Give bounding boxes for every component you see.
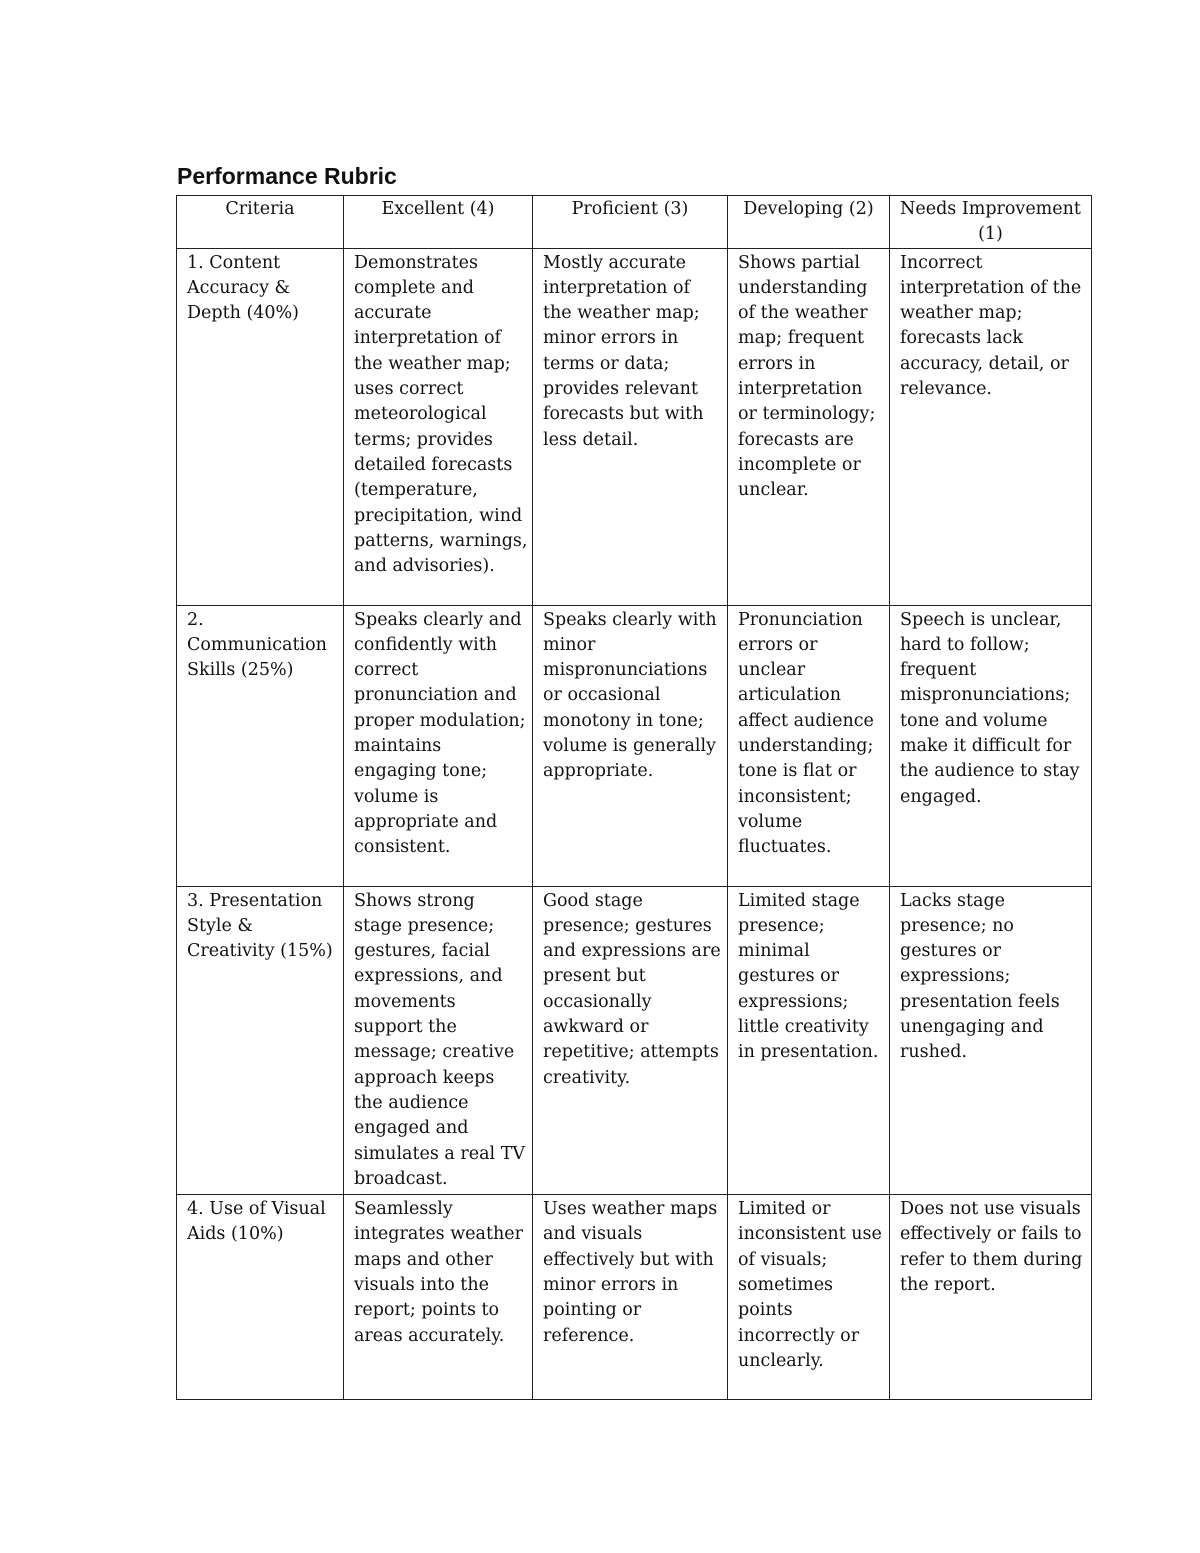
excellent-cell: Demonstrates complete and accurate interpretation of the weather map; uses correct meteorological terms; provides detailed forecasts (temperature, precipitation, wind patterns, warnings, and advisories). (344, 248, 533, 605)
criteria-cell: 4. Use of Visual Aids (10%) (177, 1195, 344, 1400)
table-row (177, 886, 1092, 1195)
needs-improvement-cell: Lacks stage presence; no gestures or expressions; presentation feels unengaging and rushed. (890, 886, 1092, 1195)
header-criteria: Criteria (177, 196, 344, 249)
page-title: Performance Rubric (177, 163, 397, 189)
developing-cell: Limited stage presence; minimal gestures or expressions; little creativity in presentation. (728, 886, 890, 1195)
proficient-cell: Uses weather maps and visuals effectively but with minor errors in pointing or reference. (533, 1195, 728, 1400)
needs-improvement-cell: Does not use visuals effectively or fails to refer to them during the report. (890, 1195, 1092, 1400)
header-excellent: Excellent (4) (344, 196, 533, 249)
proficient-cell: Good stage presence; gestures and expressions are present but occasionally awkward or repetitive; attempts creativity. (533, 886, 728, 1195)
header-proficient: Proficient (3) (533, 196, 728, 249)
header-row (177, 196, 1092, 249)
excellent-cell: Speaks clearly and confidently with correct pronunciation and proper modulation; maintains engaging tone; volume is appropriate and consistent. (344, 605, 533, 886)
rubric-table (176, 195, 1092, 1400)
excellent-cell: Seamlessly integrates weather maps and other visuals into the report; points to areas accurately. (344, 1195, 533, 1400)
table-row (177, 605, 1092, 886)
developing-cell: Pronunciation errors or unclear articulation affect audience understanding; tone is flat or inconsistent; volume fluctuates. (728, 605, 890, 886)
proficient-cell: Speaks clearly with minor mispronunciations or occasional monotony in tone; volume is generally appropriate. (533, 605, 728, 886)
proficient-cell: Mostly accurate interpretation of the weather map; minor errors in terms or data; provides relevant forecasts but with less detail. (533, 248, 728, 605)
developing-cell: Shows partial understanding of the weather map; frequent errors in interpretation or terminology; forecasts are incomplete or unclear. (728, 248, 890, 605)
criteria-cell: 3. Presentation Style & Creativity (15%) (177, 886, 344, 1195)
table-row (177, 1195, 1092, 1400)
header-needs-improvement: Needs Improvement (1) (890, 196, 1092, 249)
header-developing: Developing (2) (728, 196, 890, 249)
table-row (177, 248, 1092, 605)
needs-improvement-cell: Speech is unclear, hard to follow; frequent mispronunciations; tone and volume make it difficult for the audience to stay engaged. (890, 605, 1092, 886)
needs-improvement-cell: Incorrect interpretation of the weather map; forecasts lack accuracy, detail, or relevance. (890, 248, 1092, 605)
excellent-cell: Shows strong stage presence; gestures, facial expressions, and movements support the message; creative approach keeps the audience engaged and simulates a real TV broadcast. (344, 886, 533, 1195)
criteria-cell: 2. Communication Skills (25%) (177, 605, 344, 886)
developing-cell: Limited or inconsistent use of visuals; sometimes points incorrectly or unclearly. (728, 1195, 890, 1400)
criteria-cell: 1. Content Accuracy & Depth (40%) (177, 248, 344, 605)
